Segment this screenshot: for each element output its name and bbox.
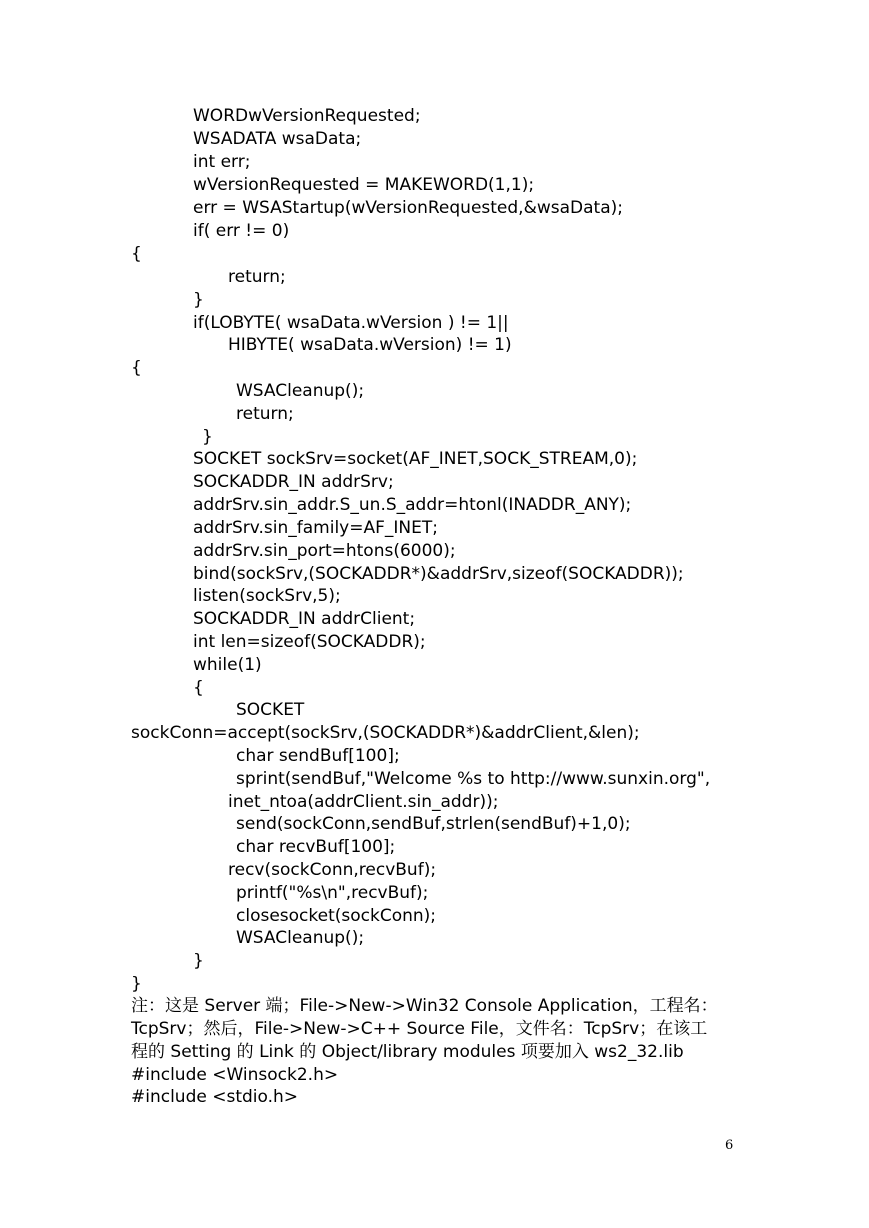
code-line: #include <Winsock2.h> xyxy=(131,1065,339,1085)
code-line: closesocket(sockConn); xyxy=(236,906,437,926)
code-line: return; xyxy=(228,267,286,287)
code-line: WSACleanup(); xyxy=(236,381,365,401)
code-line: int len=sizeof(SOCKADDR); xyxy=(193,632,426,652)
code-line: SOCKADDR_IN addrClient; xyxy=(193,609,416,629)
code-line: send(sockConn,sendBuf,strlen(sendBuf)+1,0); xyxy=(236,814,631,834)
code-line: inet_ntoa(addrClient.sin_addr)); xyxy=(228,792,499,812)
code-line: addrSrv.sin_port=htons(6000); xyxy=(193,541,456,561)
code-line: WORDwVersionRequested; xyxy=(193,106,421,126)
code-line: { xyxy=(131,358,142,378)
code-line: WSADATA wsaData; xyxy=(193,129,362,149)
code-line: while(1) xyxy=(193,655,262,675)
code-line: return; xyxy=(236,404,294,424)
code-line: HIBYTE( wsaData.wVersion) != 1) xyxy=(228,335,512,355)
code-line: printf("%s\n",recvBuf); xyxy=(236,883,429,903)
code-line: char sendBuf[100]; xyxy=(236,746,400,766)
code-line: } xyxy=(202,427,213,447)
code-line: wVersionRequested = MAKEWORD(1,1); xyxy=(193,175,535,195)
page-number: 6 xyxy=(725,1138,734,1153)
code-line: #include <stdio.h> xyxy=(131,1087,299,1107)
code-line: addrSrv.sin_addr.S_un.S_addr=htonl(INADDR_ANY); xyxy=(193,495,632,515)
note-line: TcpSrv；然后，File->New->C++ Source File，文件名：TcpSrv；在该工 xyxy=(131,1019,708,1039)
code-line: SOCKET sockSrv=socket(AF_INET,SOCK_STREAM,0); xyxy=(193,449,638,469)
code-line: int err; xyxy=(193,152,251,172)
code-line: sprint(sendBuf,"Welcome %s to http://www.sunxin.org", xyxy=(236,769,711,789)
code-line: err = WSAStartup(wVersionRequested,&wsaData); xyxy=(193,198,623,218)
code-line: SOCKET xyxy=(236,700,305,720)
code-line: addrSrv.sin_family=AF_INET; xyxy=(193,518,438,538)
code-line: listen(sockSrv,5); xyxy=(193,586,341,606)
code-line: } xyxy=(193,290,204,310)
code-line: WSACleanup(); xyxy=(236,928,365,948)
note-line: 注：这是 Server 端；File->New->Win32 Console Application，工程名： xyxy=(131,996,718,1016)
code-line: if(LOBYTE( wsaData.wVersion ) != 1|| xyxy=(193,313,509,333)
code-line: SOCKADDR_IN addrSrv; xyxy=(193,472,394,492)
code-line: { xyxy=(131,244,142,264)
code-line: sockConn=accept(sockSrv,(SOCKADDR*)&addrClient,&len); xyxy=(131,723,640,743)
code-line: bind(sockSrv,(SOCKADDR*)&addrSrv,sizeof(SOCKADDR)); xyxy=(193,564,684,584)
code-line: recv(sockConn,recvBuf); xyxy=(228,860,437,880)
code-line: { xyxy=(193,678,204,698)
code-line: } xyxy=(131,974,142,994)
note-line: 程的 Setting 的 Link 的 Object/library modules 项要加入 ws2_32.lib xyxy=(131,1042,684,1062)
code-line: char recvBuf[100]; xyxy=(236,837,396,857)
code-line: if( err != 0) xyxy=(193,221,290,241)
code-line: } xyxy=(193,951,204,971)
